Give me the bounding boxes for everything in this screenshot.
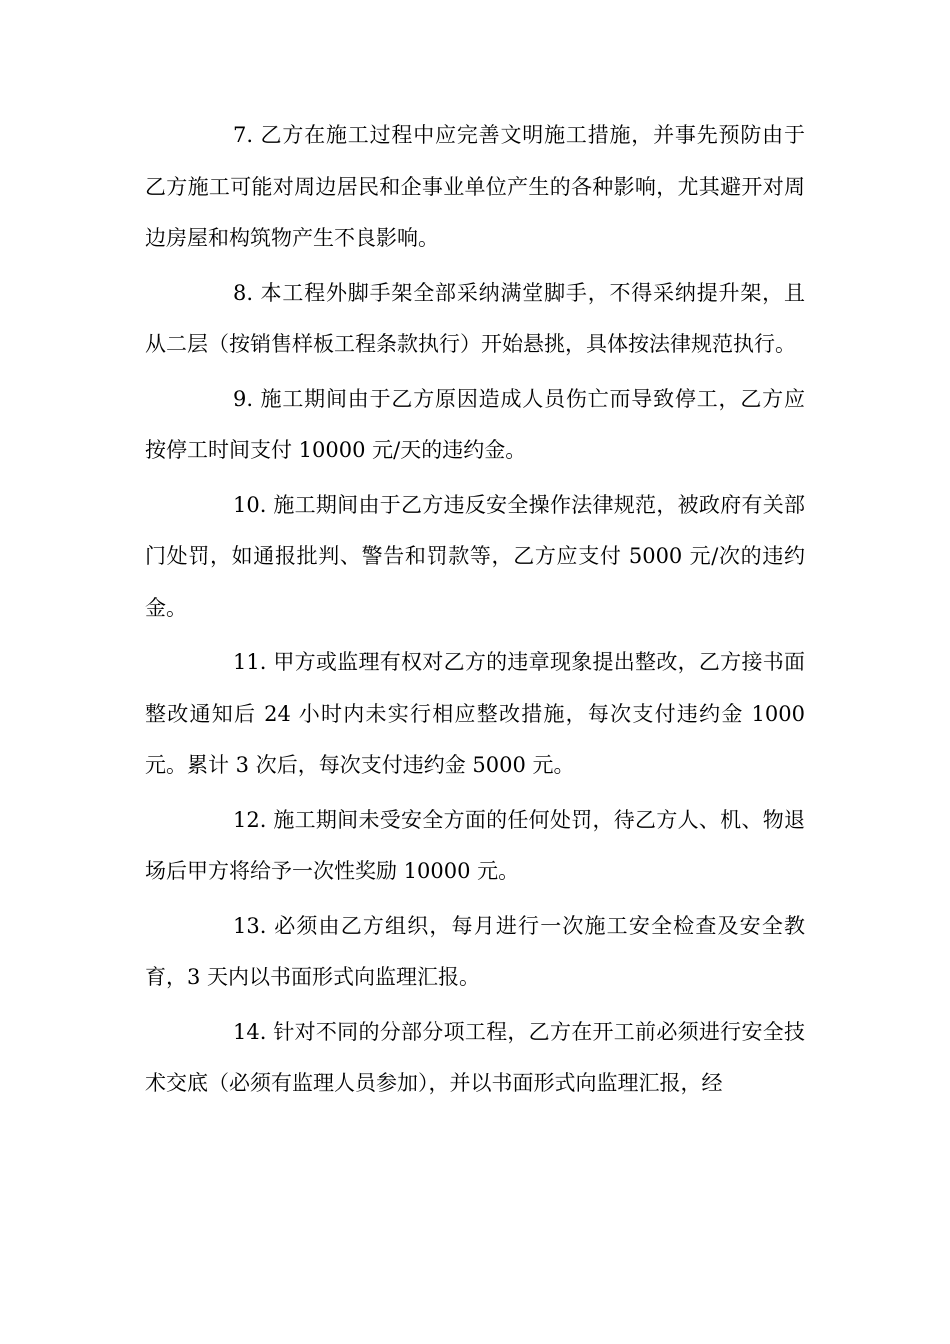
- paragraph-13: 13. 必须由乙方组织，每月进行一次施工安全检查及安全教育，3 天内以书面形式向监理汇报。: [145, 913, 805, 989]
- document-body: [145, 110, 805, 1113]
- paragraph-14: 14. 针对不同的分部分项工程，乙方在开工前必须进行安全技术交底（必须有监理人员参加），并以书面形式向监理汇报，经: [145, 1019, 805, 1095]
- paragraph-9: 9. 施工期间由于乙方原因造成人员伤亡而导致停工，乙方应按停工时间支付 10000 元/天的违约金。: [145, 386, 805, 462]
- paragraph-8: 8. 本工程外脚手架全部采纳满堂脚手，不得采纳提升架，且从二层（按销售样板工程条款执行）开始悬挑，具体按法律规范执行。: [145, 280, 805, 356]
- paragraph-7: 7. 乙方在施工过程中应完善文明施工措施，并事先预防由于乙方施工可能对周边居民和企事业单位产生的各种影响，尤其避开对周边房屋和构筑物产生不良影响。: [145, 123, 805, 250]
- paragraph-10: 10. 施工期间由于乙方违反安全操作法律规范，被政府有关部门处罚，如通报批判、警告和罚款等，乙方应支付 5000 元/次的违约金。: [145, 492, 805, 620]
- paragraph-12: 12. 施工期间未受安全方面的任何处罚，待乙方人、机、物退场后甲方将给予一次性奖励 10000 元。: [145, 807, 805, 883]
- paragraph-11: 11. 甲方或监理有权对乙方的违章现象提出整改，乙方接书面整改通知后 24 小时内未实行相应整改措施，每次支付违约金 1000 元。累计 3 次后，每次支付违约金 5000 元。: [145, 650, 805, 777]
